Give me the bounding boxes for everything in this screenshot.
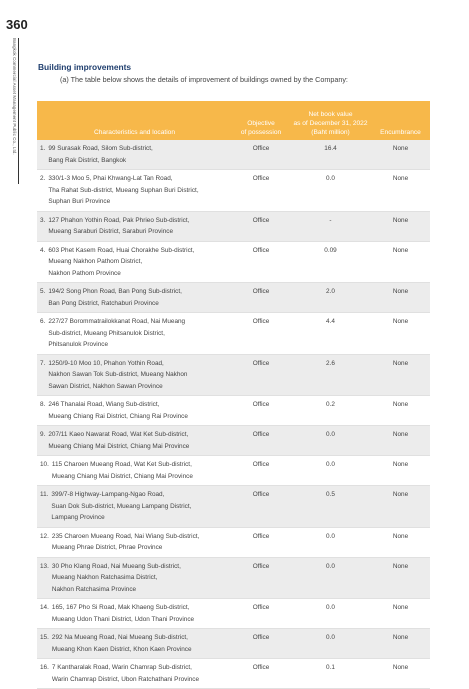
cell-value: 0.0 (326, 532, 335, 540)
cell-encumbrance: None (392, 216, 409, 224)
location-text: 99 Surasak Road, Silom Sub-district, Bang Rak District, Bangkok (48, 145, 153, 164)
location-text: 399/7-8 Highway-Lampang-Ngao Road, Suan Dok Sub-district, Mueang Lampang District, Lampang Province (51, 491, 192, 521)
location-text: 330/1-3 Moo 5, Phai Khwang-Lat Tan Road, Tha Rahat Sub-district, Mueang Suphan Buri District, Suphan Buri Province (48, 175, 199, 205)
side-divider (18, 38, 19, 184)
cell-location (37, 659, 232, 689)
cell-value: 0.0 (326, 604, 335, 611)
row-number: 13. (40, 562, 49, 570)
cell-location (37, 426, 232, 456)
cell-objective: Office (252, 175, 270, 182)
cell-objective: Office (252, 359, 270, 367)
building-improvements-table (37, 101, 430, 689)
cell-value: 0.0 (326, 461, 335, 468)
location-text: 603 Phet Kasem Road, Huai Chorakhe Sub-district, Mueang Nakhon Pathom District, Nakhon Pathom Province (48, 246, 195, 277)
table-row (37, 140, 430, 170)
cell-objective: Office (252, 246, 270, 254)
cell-encumbrance: None (392, 145, 409, 152)
cell-value: 2.6 (326, 359, 335, 367)
cell-value: 0.5 (326, 491, 335, 498)
page-number: 360 (6, 17, 28, 32)
row-number: 7. (40, 359, 46, 367)
table-row (37, 527, 430, 557)
cell-objective: Office (252, 461, 270, 468)
location-text: 7 Kantharalak Road, Warin Chamrap Sub-district, Warin Chamrap District, Ubon Ratchathani Province (51, 664, 200, 683)
cell-objective: Office (252, 532, 270, 540)
cell-encumbrance: None (392, 175, 409, 182)
table-row (37, 557, 430, 599)
cell-encumbrance: None (392, 461, 409, 468)
cell-encumbrance: None (392, 532, 409, 540)
cell-objective: Office (252, 431, 270, 438)
cell-location (37, 140, 232, 170)
row-number: 4. (40, 246, 46, 254)
row-number: 3. (40, 216, 46, 224)
cell-objective: Office (252, 562, 270, 570)
table-row (37, 313, 430, 355)
table-row (37, 456, 430, 486)
row-number: 12. (40, 532, 49, 540)
table-row (37, 599, 430, 629)
cell-encumbrance: None (392, 246, 409, 254)
cell-encumbrance: None (392, 604, 409, 611)
cell-value: 2.0 (326, 288, 335, 295)
cell-value: 0.2 (326, 401, 335, 408)
header-location: Characteristics and location (94, 129, 175, 136)
table-row (37, 170, 430, 212)
table-row (37, 659, 430, 689)
cell-encumbrance: None (392, 664, 409, 671)
location-text: 30 Pho Klang Road, Nai Mueang Sub-district, Mueang Nakhon Ratchasima District, Nakhon Ratchasima Province (51, 562, 181, 593)
row-number: 6. (40, 318, 46, 325)
cell-objective: Office (252, 401, 270, 408)
table-row (37, 396, 430, 426)
cell-location (37, 486, 232, 528)
row-number: 14. (40, 604, 49, 611)
cell-encumbrance: None (392, 318, 409, 325)
row-number: 11. (40, 491, 49, 498)
cell-objective: Office (252, 634, 270, 641)
location-text: 207/11 Kaeo Nawarat Road, Wat Ket Sub-district, Mueang Chiang Mai District, Chiang Mai Province (48, 431, 190, 450)
row-number: 2. (40, 175, 46, 182)
cell-objective: Office (252, 664, 270, 671)
location-text: 292 Na Mueang Road, Nai Mueang Sub-district, Mueang Khon Kaen District, Khon Kaen Province (51, 634, 192, 653)
cell-objective: Office (252, 216, 270, 224)
header-value: Net book value as of December 31, 2022 (Baht million) (293, 111, 368, 136)
cell-encumbrance: None (392, 491, 409, 498)
row-number: 5. (40, 288, 46, 295)
cell-value: 0.0 (326, 175, 335, 182)
location-text: 246 Thanalai Road, Wiang Sub-district, Mueang Chiang Rai District, Chiang Rai Province (48, 401, 188, 420)
cell-value: - (329, 216, 332, 224)
table-row (37, 241, 430, 283)
location-text: 1250/9-10 Moo 10, Phahon Yothin Road, Nakhon Sawan Tok Sub-district, Mueang Nakhon Sawan District, Nakhon Sawan Province (48, 359, 188, 390)
cell-encumbrance: None (392, 359, 409, 367)
table-row (37, 354, 430, 396)
cell-location (37, 283, 232, 313)
cell-encumbrance: None (392, 562, 409, 570)
cell-value: 0.0 (326, 562, 335, 570)
cell-location (37, 456, 232, 486)
cell-location (37, 211, 232, 241)
table-row (37, 211, 430, 241)
row-number: 10. (40, 461, 49, 468)
location-text: 235 Charoen Mueang Road, Nai Wiang Sub-district, Mueang Phrae District, Phrae Province (51, 532, 200, 551)
side-company-name: Bangkok Commercial Asset Management Public Co., Ltd. (12, 38, 17, 155)
table-header-row (37, 101, 430, 140)
cell-location (37, 527, 232, 557)
location-text: 115 Charoen Mueang Road, Wat Ket Sub-district, Mueang Chiang Mai District, Chiang Mai Province (51, 461, 193, 480)
row-number: 8. (40, 401, 46, 408)
cell-objective: Office (252, 491, 270, 498)
header-encumbrance: Encumbrance (380, 129, 421, 136)
section-subtitle: (a) The table below shows the details of improvement of buildings owned by the Company: (60, 75, 348, 84)
location-text: 127 Phahon Yothin Road, Pak Phrieo Sub-district, Mueang Saraburi District, Saraburi Province (48, 216, 190, 235)
cell-value: 0.09 (324, 246, 337, 254)
cell-location (37, 170, 232, 212)
location-text: 227/27 Borommatrailokkanat Road, Nai Mueang Sub-district, Mueang Phitsanulok District, Phitsanulok Province (48, 318, 186, 348)
cell-location (37, 557, 232, 599)
header-objective: Objective of possession (240, 120, 282, 136)
row-number: 9. (40, 431, 46, 438)
row-number: 16. (40, 664, 49, 671)
location-text: 165, 167 Pho Si Road, Mak Khaeng Sub-district, Mueang Udon Thani District, Udon Thani Province (51, 604, 195, 623)
location-text: 194/2 Song Phon Road, Ban Pong Sub-district, Ban Pong District, Ratchaburi Province (48, 288, 182, 307)
cell-location (37, 629, 232, 659)
cell-value: 16.4 (324, 145, 337, 152)
section-title: Building improvements (38, 62, 132, 72)
row-number: 1. (40, 145, 46, 152)
table-row (37, 426, 430, 456)
cell-objective: Office (252, 145, 270, 152)
table-row (37, 283, 430, 313)
cell-value: 0.1 (326, 664, 335, 671)
cell-encumbrance: None (392, 288, 409, 295)
cell-location (37, 313, 232, 355)
table-row (37, 629, 430, 659)
cell-objective: Office (252, 288, 270, 295)
cell-objective: Office (252, 318, 270, 325)
cell-location (37, 599, 232, 629)
cell-encumbrance: None (392, 431, 409, 438)
cell-encumbrance: None (392, 634, 409, 641)
row-number: 15. (40, 634, 49, 641)
cell-location (37, 354, 232, 396)
table-row (37, 486, 430, 528)
cell-value: 0.0 (326, 634, 335, 641)
cell-value: 0.0 (326, 431, 335, 438)
cell-encumbrance: None (392, 401, 409, 408)
cell-value: 4.4 (326, 318, 335, 325)
cell-location (37, 241, 232, 283)
cell-location (37, 396, 232, 426)
cell-objective: Office (252, 604, 270, 611)
